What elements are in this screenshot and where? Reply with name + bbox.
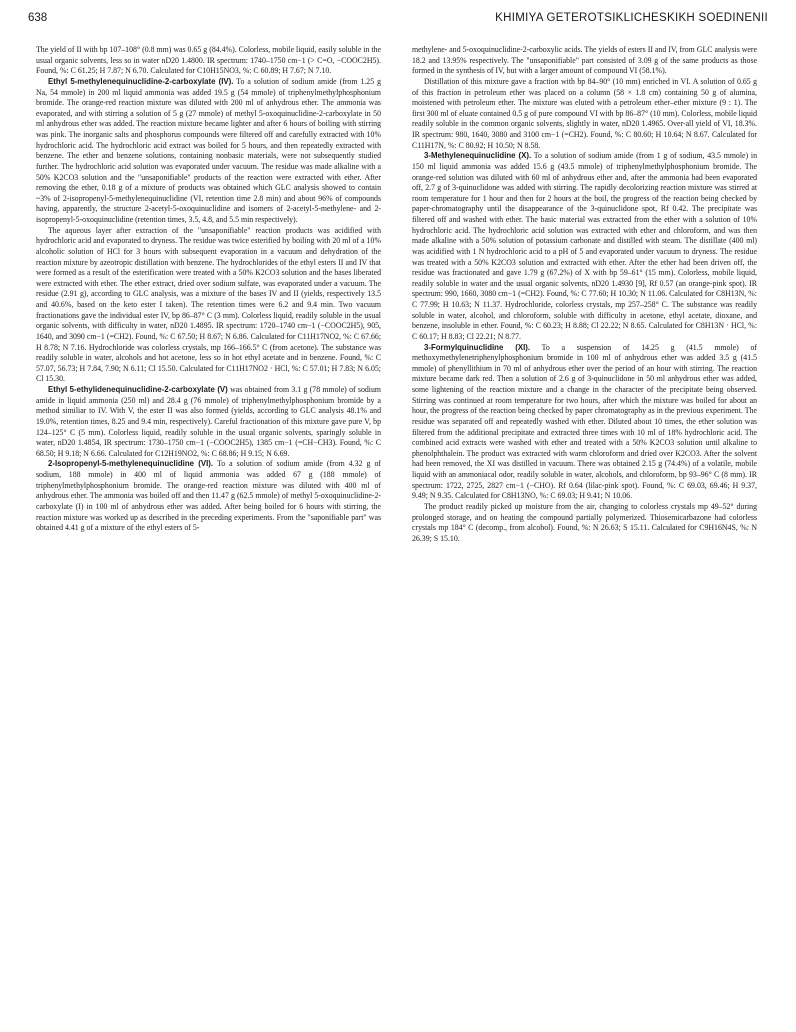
paragraph: methylene- and 5-oxoquinuclidine-2-carboxylic acids. The yields of esters II and IV, from GLC analysis were 18.2 and 13.95% respectively. The "unsaponifiable" part consisted of 3.09 g of the same products as those formed in the synthesis of IV, but with a larger amount of compound VI (58.1%).	[412, 45, 757, 76]
section-heading: 3-Formylquinuclidine (XI).	[424, 342, 531, 352]
paragraph: Ethyl 5-ethylidenequinuclidine-2-carboxylate (V) was obtained from 3.1 g (78 mmole) of sodium amide in liquid ammonia (250 ml) and 28.4 g (76 mmole) of triphenylmethylphosphonium bromide by a method similiar to IV. With V, the ester II was also formed (yields, according to GLC analysis 48.1% and 19.0%, retention times, 8.25 and 9.4 min, respectively). Careful fractionation of this mixture gave pure V, bp 124–125° C (5 mm). Colorless liquid, readily soluble in the usual organic solvents, sparingly soluble in water, nD20 1.4854, IR spectrum: 1730–1750 cm−1 (−COOC2H5), 1385 cm−1 (=CH−CH3). Found, %: C 68.50; H 9.18; N 6.66. Calculated for C12H19NO2, %: C 68.86; H 9.15; N 6.69.	[36, 385, 381, 458]
right-column	[412, 45, 757, 544]
paragraph: Ethyl 5-methylenequinuclidine-2-carboxylate (IV). To a solution of sodium amide (from 1.25 g Na, 54 mmole) in 200 ml liquid ammonia was added 19.5 g (54 mmole) of triphenylmethylphosphonium bromide. The orange-red reaction mixture was diluted with 200 ml of anhydrous ether. The ammonia was evaporated, and with stirring a solution of 5 g (27 mmole) of methyl 5-oxoquinuclidine-2-carboxylate in 50 ml anhydrous ether was added. The reaction mixture became lighter and after 6 hours of boiling with stirring was pink. The inorganic salts and phosphorus compounds were filtered off and carefully extracted with 10% hydrochloric acid. The hydrochloric acid extract was boiled for 5 hours, and then repeatedly extracted with benzene. The ether and benzene solutions, containing nonbasic materials, were not subsequently studied further. The hydrochloric acid solution was evaporated under vacuum. The residue was made alkaline with a 50% K2CO3 solution and the "unsaponifiable" products of the reaction were extracted with ether. After removing the ether, 0.18 g of a mixture of products was obtained which GLC analysis showed to contain ~3% of 2-isopropenyl-5-methylenequinuclidine (VI, retention time 2.8 min) and about 96% of compounds having, apparently, the structure 2-acetyl-5-oxoquinuclidine and isomers of 2-acetyl-5-methylene- and 2-isopropenyl-5-oxoquinuclidine (retention times, 3.5, 4.8, and 5.5 min respectively).	[36, 76, 381, 224]
paragraph: The aqueous layer after extraction of the "unsaponifiable" reaction products was acidified with hydrochloric acid and evaporated to dryness. The residue was twice esterified by boiling with 20 ml of a 10% alcoholic solution of HCl for 3 hours with subsequent evaporation in a vacuum and dehydration of the reaction mixture by azeotropic distillation with benzene. The hydrochlorides of the ethyl esters II and IV that were formed as a result of the esterification were treated with a 50% K2CO3 solution and the bases liberated were extracted with ether. The ether extract, dried over sodium sulfate, was evaporated under a vacuum. The residue (2.91 g), according to GLC analysis, was a mixture of the bases IV and II (yields, respectively 13.5 and 40.6%, based on the keto ester I taken). The retention times were 6.2 and 9.4 min. Two vacuum fractionations gave the individual ester IV, bp 86–87° C (3 mm). Colorless liquid, readily soluble in the usual organic solvents, with difficulty in water, nD20 1.4895. IR spectrum: 1720–1740 cm−1 (−COOC2H5), 905, 1640, and 3090 cm−1 (=CH2). Found, %: C 67.50; H 8.67; N 6.86. Calculated for C11H17NO2, %: C 67.66; H 8.78; N 7.16. Hydrochloride was colorless crystals, mp 166–166.5° C (from acetone). The substance was readily soluble in water, alcohols and hot acetone, less so in hot ethyl acetate and in benzene. Found, %: C 57.07, 56.73; H 7.84, 7.90; N 6.11; Cl 15.50. Calculated for C11H17NO2 · HCl, %: C 57.01; H 7.83; N 6.05; Cl 15.30.	[36, 225, 381, 384]
section-heading: 2-Isopropenyl-5-methylenequinuclidine (VI).	[48, 459, 214, 469]
section-heading: 3-Methylenequinuclidine (X).	[424, 151, 532, 161]
paragraph: The product readily picked up moisture from the air, changing to colorless crystals mp 49–52° during prolonged storage, and on heating the compound partially polymerized. Thiosemicarbazone had colorless crystals mp 184° C (decomp., from alcohol). Found, %: N 26.63; S 15.11. Calculated for C9H16N4S, %: N 26.39; S 15.10.	[412, 501, 757, 543]
paragraph: 3-Methylenequinuclidine (X). To a solution of sodium amide (from 1 g of sodium, 43.5 mmole) in 150 ml liquid ammonia was added 15.6 g (43.5 mmole) of triphenylmethylphosphonium bromide. The orange-red solution was diluted with 60 ml of anhydrous ether and, after the ammonia had been evaporated off, 2.7 g of 3-quinuclidone was added with stirring. The rapidly decolorizing reaction mixture was stirred at room temperature for 1 hour and then for 2 hours at the boil, the progress of the reaction being checked by paper-chromatography until the disappearance of the 3-quinuclidone spot, Rf 0.42. The precipitate was filtered off and washed with ether. The basic material was extracted from the ether with a solution of 10% hydrochloric acid. The hydrochloric acid solution was extracted with ether and chloroform, and was then made alkaline with a 50% solution of potassium carbonate and distilled with steam. The distillate (400 ml) was acidified with 1 N hydrochloric acid to a pH of 5 and evaporated under vacuum to dryness. The residue was treated with a 50% K2CO3 solution and extracted with ether. After the ether had been driven off, the residue was fractionated and gave 1.79 g (67.2%) of X with bp 59–61° (15 mm). Colorless, mobile liquid, readily soluble in water and the usual organic solvents, nD20 1.4930 [9], Rf 0.57 (an orange-pink spot). IR spectrum: 990, 1660, 3080 cm−1 (=CH2). Found, %: C 77.60; H 10.30; N 11.06. Calculated for C8H13N, %: C 77.99; H 10.63; N 11.37. Hydrochloride, colorless crystals, mp 257–258° C. The substance was readily soluble in water, alcohol, and chloroform, soluble with difficulty in acetone, ethyl acetate, dioxane, and benzene, insoluble in ether. Found, %: C 60.23; H 8.88; Cl 22.22; N 8.65. Calculated for C8H13N · HCl, %: C 60.17; H 8.83; Cl 22.21; N 8.77.	[412, 151, 757, 341]
running-header	[28, 12, 768, 32]
section-heading: Ethyl 5-ethylidenequinuclidine-2-carboxylate (V)	[48, 385, 228, 394]
page-number: 638	[28, 12, 48, 24]
left-column	[36, 45, 381, 534]
paragraph: 2-Isopropenyl-5-methylenequinuclidine (VI). To a solution of sodium amide (from 4.32 g of sodium, 188 mmole) in 400 ml of liquid ammonia was added 67 g (188 mmole) of triphenylmethylphosphonium bromide. The orange-red reaction mixture was diluted with 400 ml of anhydrous ether. The ammonia was boiled off and then 11.47 g (62.5 mmole) of methyl 5-oxoquinuclidine-2-carboxylate (I) in 100 ml of anhydrous ether was added. After being boiled for 6 hours with stirring, the reaction mixture was worked up as described in the preceding experiments. From the "saponifiable part" was obtained 4.41 g of a mixture of the ethyl esters of 5-	[36, 459, 382, 533]
journal-title: KHIMIYA GETEROTSIKLICHESKIKH SOEDINENII	[495, 12, 768, 24]
paragraph: 3-Formylquinuclidine (XI). To a suspension of 14.25 g (41.5 mmole) of methoxymethylenetriphenylphosphonium bromide in 100 ml of anhydrous ether was added 3.5 g (41.5 mmole) of phenyllithium in 70 ml of anhydrous ether over the period of an hour with stirring. The reaction mixture became dark red. Then a solution of 2.6 g of 3-quinuclidone in 50 ml anhydrous ether was added, some lightening of the reaction mixture and a change in the character of the precipitate being observed. Stirring was continued at room temperature for two hours, after which the mixture was boiled for about an hour, the progress of the reaction being checked by paper chromatography as in the previous experiment. The residue was separated off and repeatedly washed with ether. Diluted about 10 times, the ether solution was filtered from the additional precipitate and extracted three times with 10 ml of 18% hydrochloric acid. The combined acid extracts were washed with ether and treated with a 50% K2CO3 solution until alkaline to phenolphthalein. The product was extracted with warm chloroform and dried over K2CO3. After the solvent had been removed, the XI was distilled in vacuum. There was obtained 2.15 g (74.4%) of a volatile, mobile liquid with an ammoniacal odor, readily soluble in water, alcohols, and chloroform, bp 93–96° C (8 mm). IR spectrum: 1722, 2725, 2827 cm−1 (−CHO). Rf 0.64 (lilac-pink spot). Found, %: C 69.03, 69.46; H 9.37, 9.49; N 9.35. Calculated for C8H13NO, %: C 69.03; H 9.41; N 10.06.	[412, 342, 757, 501]
paragraph: The yield of II with bp 107–108° (0.8 mm) was 0.65 g (84.4%). Colorless, mobile liquid, easily soluble in the usual organic solvents, less so in water nD20 1.4800. IR spectrum: 1740–1750 cm−1 (> C=O, −COOC2H5). Found, %: C 61.25; H 7.87; N 6.70. Calculated for C10H15NO3, %: C 60.89; H 7.67; N 7.10.	[36, 45, 381, 76]
paragraph: Distillation of this mixture gave a fraction with bp 84–90° (10 mm) enriched in VI. A solution of 0.65 g of this fraction in petroleum ether was placed on a column (58 × 1.8 cm) containing 50 g of alumina, moistened with petroleum ether. The mixture was eluted with a petroleum ether–ether mixture (9 : 1). The first 300 ml of eluate contained 0.5 g of pure compound VI with bp 86–87° (10 mm). Colorless, mobile liquid readily soluble in the common organic solvents, slightly in water, nD20 1.4965. Over-all yield of VI, 18.3%. IR spectrum: 980, 1640, 3080 and 3100 cm−1 (=CH2). Found, %: C 80.60; H 10.64; N 8.67. Calculated for C11H17N, %: C 80.92; H 10.50; N 8.58.	[412, 76, 757, 150]
section-heading: Ethyl 5-methylenequinuclidine-2-carboxylate (IV).	[48, 76, 234, 86]
